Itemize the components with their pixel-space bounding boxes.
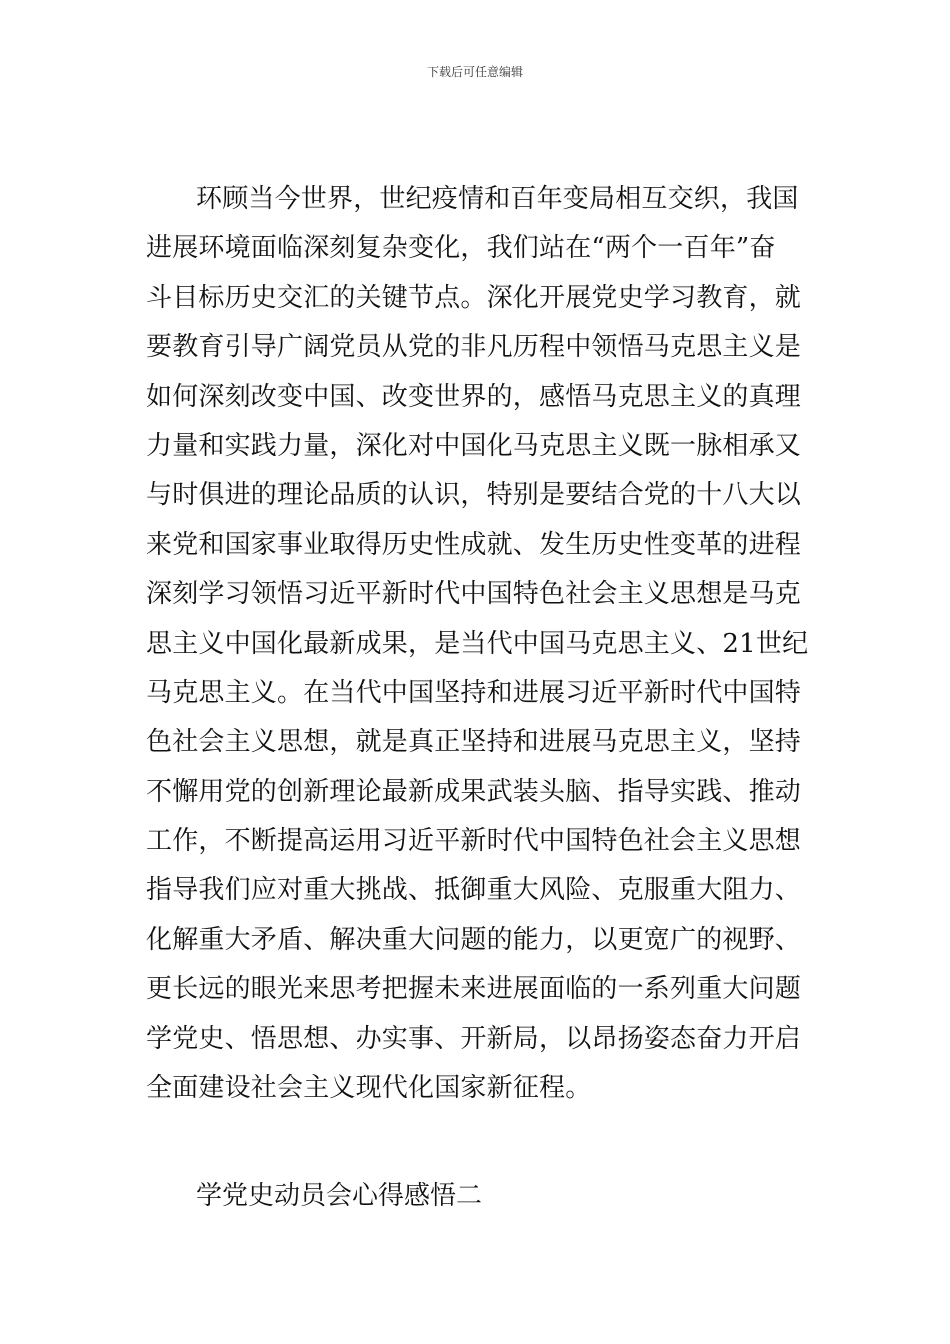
paragraph-line: 色社会主义思想，就是真正坚持和进展马克思主义，坚持 xyxy=(146,727,802,758)
paragraph-line: 深刻学习领悟习近平新时代中国特色社会主义思想是马克 xyxy=(146,579,802,610)
paragraph-line: 化解重大矛盾、解决重大问题的能力，以更宽广的视野、 xyxy=(146,924,802,955)
paragraph-line: 力量和实践力量，深化对中国化马克思主义既一脉相承又 xyxy=(146,430,802,461)
paragraph-line: 学党史、悟思想、办实事、开新局，以昂扬姿态奋力开启 xyxy=(146,1023,802,1054)
paragraph-line: 如何深刻改变中国、改变世界的，感悟马克思主义的真理 xyxy=(146,381,802,412)
paragraph-line: 进展环境面临深刻复杂变化，我们站在“两个一百年”奋 xyxy=(146,233,776,264)
paragraph-line: 要教育引导广阔党员从党的非凡历程中领悟马克思主义是 xyxy=(146,332,802,363)
paragraph-line: 工作，不断提高运用习近平新时代中国特色社会主义思想 xyxy=(146,826,802,857)
page-header-note: 下载后可任意编辑 xyxy=(426,65,523,79)
paragraph-line: 指导我们应对重大挑战、抵御重大风险、克服重大阻力、 xyxy=(146,875,802,906)
section-heading: 学党史动员会心得感悟二 xyxy=(196,1181,483,1211)
paragraph-line: 与时俱进的理论品质的认识，特别是要结合党的十八大以 xyxy=(146,480,802,511)
paragraph-line: 不懈用党的创新理论最新成果武装头脑、指导实践、推动 xyxy=(146,776,802,807)
body-paragraph xyxy=(146,175,809,1113)
paragraph-line: 全面建设社会主义现代化国家新征程。 xyxy=(146,1073,592,1104)
paragraph-line: 更长远的眼光来思考把握未来进展面临的一系列重大问题 xyxy=(146,974,802,1005)
paragraph-line: 斗目标历史交汇的关键节点。深化开展党史学习教育，就 xyxy=(146,282,802,313)
paragraph-line: 思主义中国化最新成果，是当代中国马克思主义、21世纪 xyxy=(146,628,809,659)
paragraph-line: 环顾当今世界，世纪疫情和百年变局相互交织，我国 xyxy=(196,184,799,214)
paragraph-line: 来党和国家事业取得历史性成就、发生历史性变革的进程 xyxy=(146,529,802,560)
paragraph-line: 马克思主义。在当代中国坚持和进展习近平新时代中国特 xyxy=(146,677,802,708)
